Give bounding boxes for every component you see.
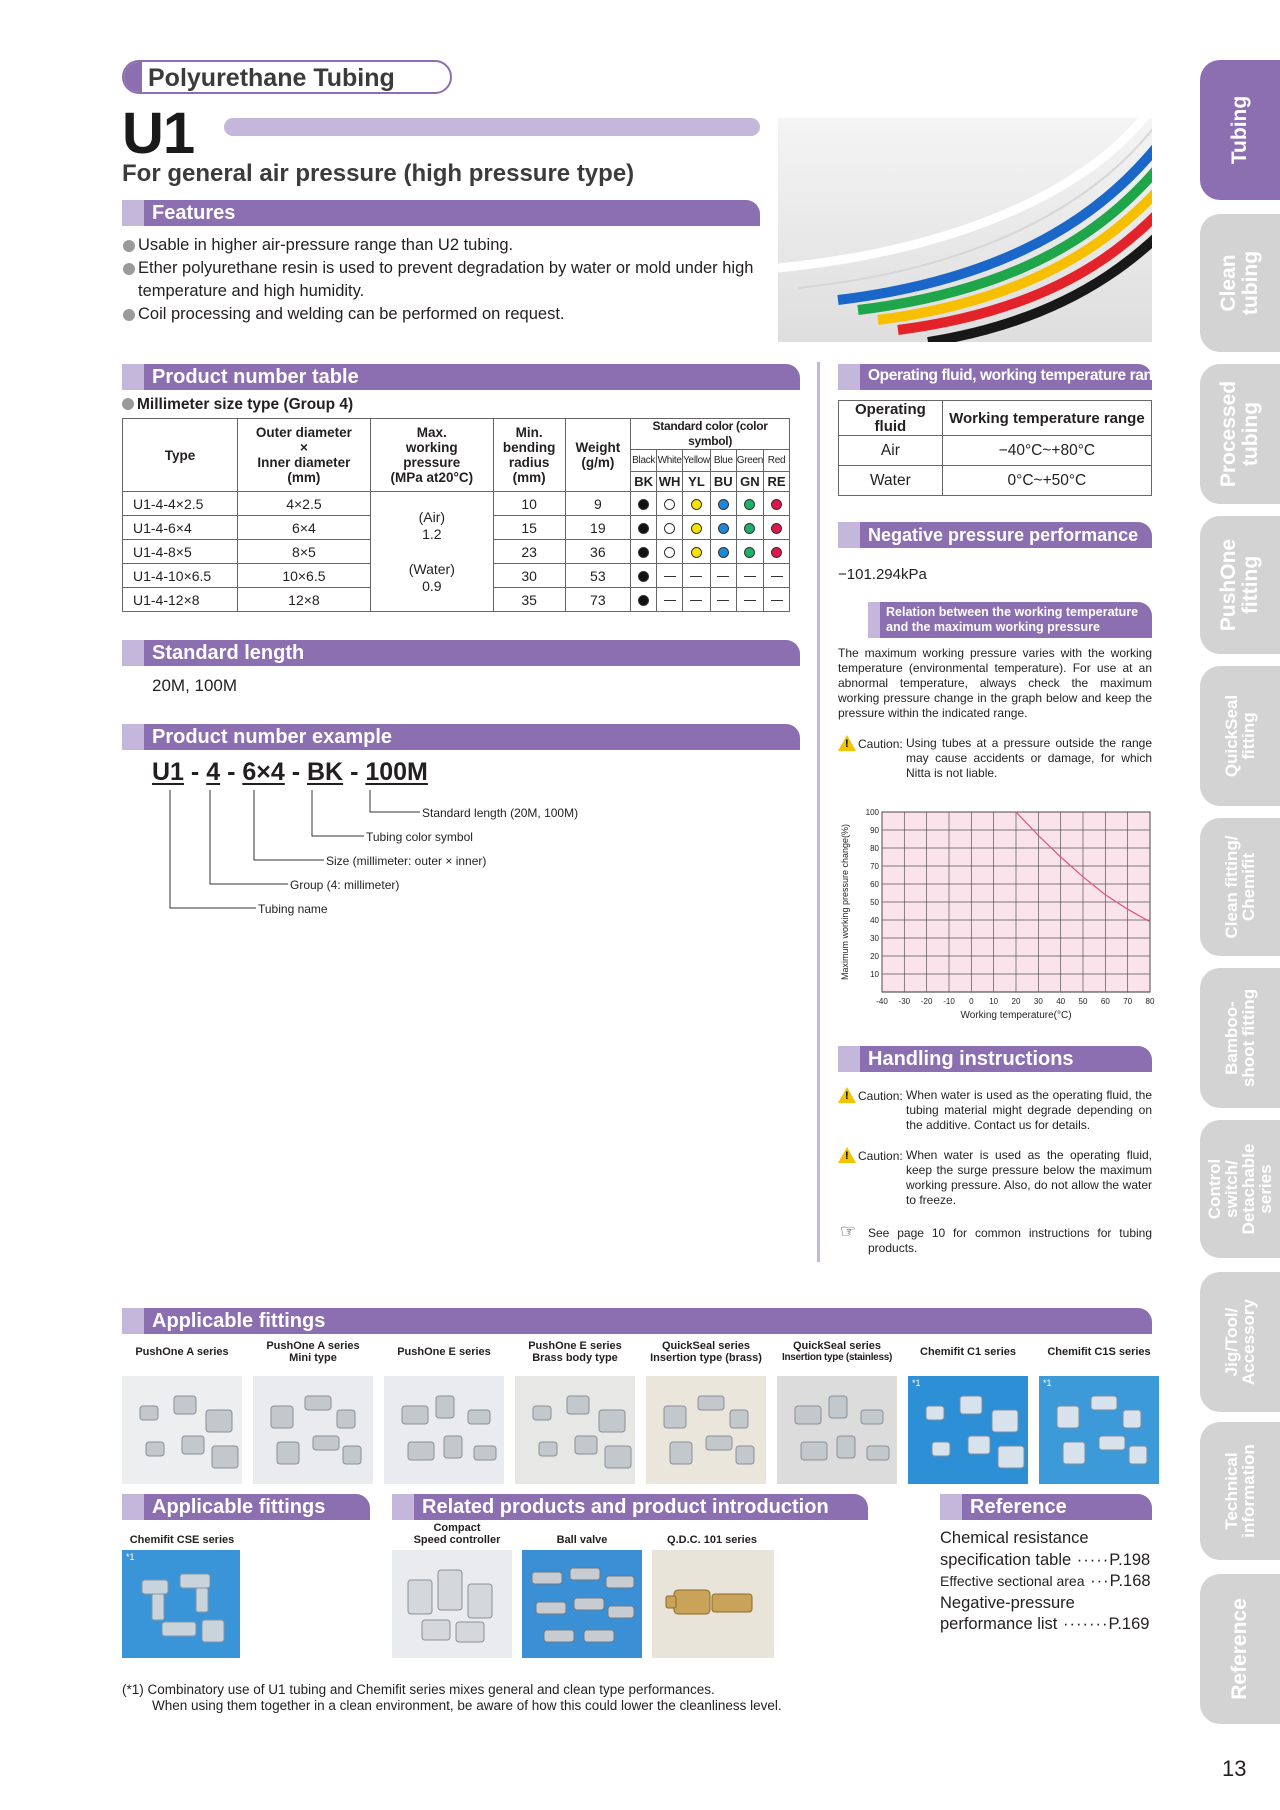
col-range: Working temperature range <box>942 401 1151 436</box>
y-tick-label: 20 <box>870 952 879 961</box>
weight-cell: 53 <box>565 564 631 588</box>
side-tab-bamboo-shoot-fitting[interactable]: Bamboo- shoot fitting <box>1200 968 1280 1108</box>
weight-cell: 73 <box>565 588 631 612</box>
color-available-dot <box>631 540 657 564</box>
example-heading-bar <box>122 724 800 750</box>
side-tab-pushone-fitting[interactable]: PushOne fitting <box>1200 516 1280 654</box>
related-heading: Related products and product introduction <box>422 1496 829 1518</box>
color-unavailable-dash <box>764 564 790 588</box>
side-tab-clean-tubing[interactable]: Clean tubing <box>1200 214 1280 352</box>
color-available-dot <box>631 564 657 588</box>
warning-icon <box>838 1147 856 1163</box>
y-tick-label: 50 <box>870 898 879 907</box>
side-tab-reference[interactable]: Reference <box>1200 1574 1280 1724</box>
side-tab-control-switch-detachable-series[interactable]: Control switch/ Detachable series <box>1200 1120 1280 1258</box>
relation-heading-1: Relation between the working temperature <box>886 605 1139 619</box>
fittings2-heading-bar <box>122 1494 370 1520</box>
feature-item: Ether polyurethane resin is used to prevent degradation by water or mold under high temperature and high humidity. <box>122 257 762 303</box>
reference-link-chemical[interactable]: P.198 <box>1109 1550 1151 1569</box>
relation-text: The maximum working pressure varies with the working temperature (environmental temperature). For use at an abnormal temperature, always check the maximum working pressure change in the graph below and keep the pressure within the indicated range. <box>838 646 1152 720</box>
page-subtitle: For general air pressure (high pressure type) <box>122 160 635 187</box>
warning-icon <box>838 735 856 751</box>
color-unavailable-dash <box>657 588 683 612</box>
color-available-dot <box>657 492 683 516</box>
y-tick-label: 100 <box>865 808 879 817</box>
example-part-length: 100M <box>365 758 428 786</box>
color-name: Yellow <box>683 450 711 472</box>
standard-length-value: 20M, 100M <box>152 676 238 695</box>
color-symbol: BU <box>710 472 736 492</box>
color-unavailable-dash <box>710 564 736 588</box>
radius-cell: 15 <box>493 516 565 540</box>
operating-table <box>838 400 1152 496</box>
example-part-size: 6×4 <box>242 758 285 786</box>
reference-link-sectional[interactable]: P.168 <box>1109 1572 1151 1590</box>
features-heading: Features <box>152 202 236 224</box>
x-tick-label: 10 <box>989 997 999 1006</box>
col-pressure: Max. working pressure (MPa at20°C) <box>370 419 493 492</box>
related-label-ball-valve: Ball valve <box>556 1534 608 1546</box>
radius-cell: 10 <box>493 492 565 516</box>
model-decor-bar <box>224 118 760 136</box>
color-symbol: YL <box>683 472 711 492</box>
standard-length-heading-bar <box>122 640 800 666</box>
fitting-label: PushOne A series Mini type <box>266 1340 360 1364</box>
col-weight: Weight (g/m) <box>565 419 631 492</box>
color-name: Green <box>736 450 763 472</box>
fitting-image: *1 <box>908 1376 1028 1484</box>
color-name: White <box>657 450 683 472</box>
negative-heading-bar <box>838 522 1152 548</box>
handling-heading-bar <box>838 1046 1152 1072</box>
fitting-label: QuickSeal series Insertion type (brass) <box>650 1340 762 1364</box>
series-title: Polyurethane Tubing <box>148 64 395 92</box>
example-label-group: Group (4: millimeter) <box>290 878 400 892</box>
weight-cell: 19 <box>565 516 631 540</box>
fittings2-heading: Applicable fittings <box>152 1496 326 1518</box>
handling-caution-2: !Caution: When water is used as the operating fluid, keep the surge pressure below the maximum working pressure. Also, do not allow the water to freeze. <box>838 1148 1152 1208</box>
color-name: Black <box>631 450 657 472</box>
product-table-heading-bar <box>122 364 800 390</box>
y-axis-label: Maximum working pressure change(%) <box>840 823 850 981</box>
x-tick-label: 70 <box>1123 997 1133 1006</box>
color-available-dot <box>657 540 683 564</box>
fitting-image <box>253 1376 373 1484</box>
x-tick-label: -30 <box>898 997 911 1006</box>
x-tick-label: 20 <box>1011 997 1021 1006</box>
relation-caution: !Caution: Using tubes at a pressure outside the range may cause accidents or damage, for which Nitta is not liable. <box>838 736 1152 781</box>
weight-cell: 9 <box>565 492 631 516</box>
example-label-color: Tubing color symbol <box>366 830 473 844</box>
fitting-image: *1 <box>1039 1376 1159 1484</box>
related-label-speed-controller: Compact Speed controller <box>413 1522 501 1546</box>
radius-cell: 30 <box>493 564 565 588</box>
warning-icon <box>838 1087 856 1103</box>
size-cell: 8×5 <box>238 540 371 564</box>
y-tick-label: 30 <box>870 934 879 943</box>
radius-cell: 23 <box>493 540 565 564</box>
color-available-dot <box>764 492 790 516</box>
color-available-dot <box>764 540 790 564</box>
features-heading-bar <box>122 200 760 226</box>
color-unavailable-dash <box>683 588 711 612</box>
color-available-dot <box>631 516 657 540</box>
example-label-size: Size (millimeter: outer × inner) <box>326 854 487 868</box>
fittings-heading: Applicable fittings <box>152 1310 326 1332</box>
x-tick-label: -40 <box>876 997 888 1006</box>
type-cell: U1-4-6×4 <box>123 516 238 540</box>
size-cell: 6×4 <box>238 516 371 540</box>
y-tick-label: 70 <box>870 862 879 871</box>
side-tab-technical-information[interactable]: Technical information <box>1200 1422 1280 1560</box>
feature-item: Usable in higher air-pressure range than U2 tubing. <box>122 234 762 257</box>
size-cell: 12×8 <box>238 588 371 612</box>
fitting-image <box>515 1376 635 1484</box>
fitting-label: PushOne A series <box>135 1346 229 1358</box>
related-image-ball-valve <box>522 1550 642 1658</box>
fitting-image <box>384 1376 504 1484</box>
color-available-dot <box>631 492 657 516</box>
example-part-name: U1 <box>152 758 184 786</box>
type-cell: U1-4-8×5 <box>123 540 238 564</box>
color-available-dot <box>683 540 711 564</box>
color-available-dot <box>764 516 790 540</box>
x-tick-label: 0 <box>969 997 974 1006</box>
product-number-table <box>122 418 790 612</box>
side-tab-clean-fitting-chemifit[interactable]: Clean fitting/ Chemifit <box>1200 818 1280 956</box>
fitting-label: Chemifit C1 series <box>920 1346 1016 1358</box>
col-color: Standard color (color symbol) <box>631 419 790 450</box>
operating-heading-bar <box>838 364 1170 390</box>
example-part-color: BK <box>307 758 344 786</box>
color-unavailable-dash <box>710 588 736 612</box>
related-image-qdc <box>652 1550 774 1658</box>
color-name: Blue <box>710 450 736 472</box>
range-cell: 0°C~+50°C <box>942 466 1151 496</box>
related-image-speed-controller <box>392 1550 512 1658</box>
x-tick-label: 60 <box>1100 997 1110 1006</box>
y-tick-label: 10 <box>870 970 879 979</box>
x-tick-label: 40 <box>1056 997 1066 1006</box>
relation-heading-bar <box>868 602 1152 638</box>
relation-heading-2: and the maximum working pressure <box>886 620 1100 634</box>
col-size: Outer diameter × Inner diameter (mm) <box>238 419 371 492</box>
x-tick-label: 80 <box>1145 997 1155 1006</box>
color-available-dot <box>683 516 711 540</box>
color-symbol: RE <box>764 472 790 492</box>
x-tick-label: 50 <box>1078 997 1088 1006</box>
color-unavailable-dash <box>683 564 711 588</box>
example-heading: Product number example <box>152 726 393 748</box>
fitting-image <box>122 1376 242 1484</box>
color-unavailable-dash <box>736 564 763 588</box>
weight-cell: 36 <box>565 540 631 564</box>
handling-see-note: ☞ See page 10 for common instructions for tubing products. <box>840 1221 1152 1255</box>
color-unavailable-dash <box>764 588 790 612</box>
fittings-heading-bar <box>122 1308 1152 1334</box>
fitting-image <box>646 1376 766 1484</box>
example-label-length: Standard length (20M, 100M) <box>422 806 579 820</box>
x-axis-label: Working temperature(°C) <box>960 1010 1072 1021</box>
example-part-group: 4 <box>206 758 221 786</box>
table-row <box>123 492 790 516</box>
color-available-dot <box>710 516 736 540</box>
pointing-hand-icon: ☞ <box>840 1221 857 1241</box>
x-tick-label: 30 <box>1033 997 1043 1006</box>
type-cell: U1-4-12×8 <box>123 588 238 612</box>
related-heading-bar <box>392 1494 868 1520</box>
fitting-label-chemifit-cse: Chemifit CSE series <box>129 1534 235 1546</box>
color-available-dot <box>710 540 736 564</box>
features-list <box>122 234 762 326</box>
color-available-dot <box>657 516 683 540</box>
fitting-image-chemifit-cse: *1 <box>122 1550 240 1658</box>
product-table-heading: Product number table <box>152 366 359 388</box>
color-unavailable-dash <box>657 564 683 588</box>
size-cell: 10×6.5 <box>238 564 371 588</box>
handling-caution-1: !Caution: When water is used as the operating fluid, the tubing material might degrade depending on the additive. Contact us for details. <box>838 1088 1152 1133</box>
x-tick-label: -20 <box>920 997 933 1006</box>
col-type: Type <box>123 419 238 492</box>
side-tab-quickseal-fitting[interactable]: QuickSeal fitting <box>1200 666 1280 806</box>
standard-length-heading: Standard length <box>152 642 305 664</box>
fluid-cell: Water <box>839 466 943 496</box>
page-number: 13 <box>1222 1756 1247 1781</box>
tubing-photo <box>778 118 1152 342</box>
x-tick-label: -10 <box>943 997 955 1006</box>
column-divider <box>817 362 820 1262</box>
fitting-label: Chemifit C1S series <box>1047 1346 1151 1358</box>
color-available-dot <box>631 588 657 612</box>
pressure-cell: (Air) 1.2 (Water) 0.9 <box>370 492 493 612</box>
fitting-label: PushOne E series <box>397 1346 491 1358</box>
color-name: Red <box>764 450 790 472</box>
reference-list: Chemical resistance specification table ·····P.198 Effective sectional area ···P.168 Negative-pressure performance list ·······P.169 <box>940 1529 1151 1633</box>
color-symbol: BK <box>631 472 657 492</box>
side-tab-processed-tubing[interactable]: Processed tubing <box>1200 364 1280 504</box>
color-symbol: GN <box>736 472 763 492</box>
color-available-dot <box>736 492 763 516</box>
col-fluid: Operating fluid <box>839 401 943 436</box>
range-cell: −40°C~+80°C <box>942 436 1151 466</box>
color-available-dot <box>683 492 711 516</box>
radius-cell: 35 <box>493 588 565 612</box>
footnote: (*1) Combinatory use of U1 tubing and Chemifit series mixes general and clean type performances. When using them together in a clean environment, be aware of how this could lower the cleanliness level. <box>122 1682 782 1713</box>
size-cell: 4×2.5 <box>238 492 371 516</box>
reference-heading-bar <box>940 1494 1152 1520</box>
side-tab-tubing[interactable]: Tubing <box>1200 60 1280 200</box>
fitting-label: PushOne E series Brass body type <box>528 1340 622 1364</box>
related-label-qdc: Q.D.C. 101 series <box>667 1534 757 1546</box>
fluid-cell: Air <box>839 436 943 466</box>
handling-heading: Handling instructions <box>868 1048 1074 1070</box>
feature-item: Coil processing and welding can be performed on request. <box>122 303 762 326</box>
y-tick-label: 60 <box>870 880 879 889</box>
model-name: U1 <box>122 101 195 166</box>
reference-link-negative[interactable]: P.169 <box>1108 1615 1150 1633</box>
y-tick-label: 90 <box>870 826 879 835</box>
y-tick-label: 40 <box>870 916 879 925</box>
negative-heading: Negative pressure performance <box>868 525 1139 545</box>
series-title-pill <box>122 60 452 94</box>
side-tab-jig-tool-accessory[interactable]: Jig/Tool/ Accessory <box>1200 1272 1280 1412</box>
color-unavailable-dash <box>736 588 763 612</box>
type-cell: U1-4-10×6.5 <box>123 564 238 588</box>
example-label-name: Tubing name <box>258 902 328 916</box>
color-available-dot <box>736 540 763 564</box>
negative-value: −101.294kPa <box>838 566 927 583</box>
pressure-temperature-chart <box>838 800 1158 1025</box>
operating-heading: Operating fluid, working temperature range <box>868 367 1170 384</box>
color-available-dot <box>710 492 736 516</box>
reference-heading: Reference <box>970 1496 1067 1518</box>
col-radius: Min. bending radius (mm) <box>493 419 565 492</box>
type-cell: U1-4-4×2.5 <box>123 492 238 516</box>
color-available-dot <box>736 516 763 540</box>
y-tick-label: 80 <box>870 844 879 853</box>
color-symbol: WH <box>657 472 683 492</box>
example-code: U1 - 4 - 6×4 - BK - 100M <box>152 758 428 786</box>
fitting-image <box>777 1376 897 1484</box>
product-table-subheading: Millimeter size type (Group 4) <box>122 396 353 414</box>
fitting-label: QuickSeal series Insertion type (stainless) <box>781 1340 892 1363</box>
